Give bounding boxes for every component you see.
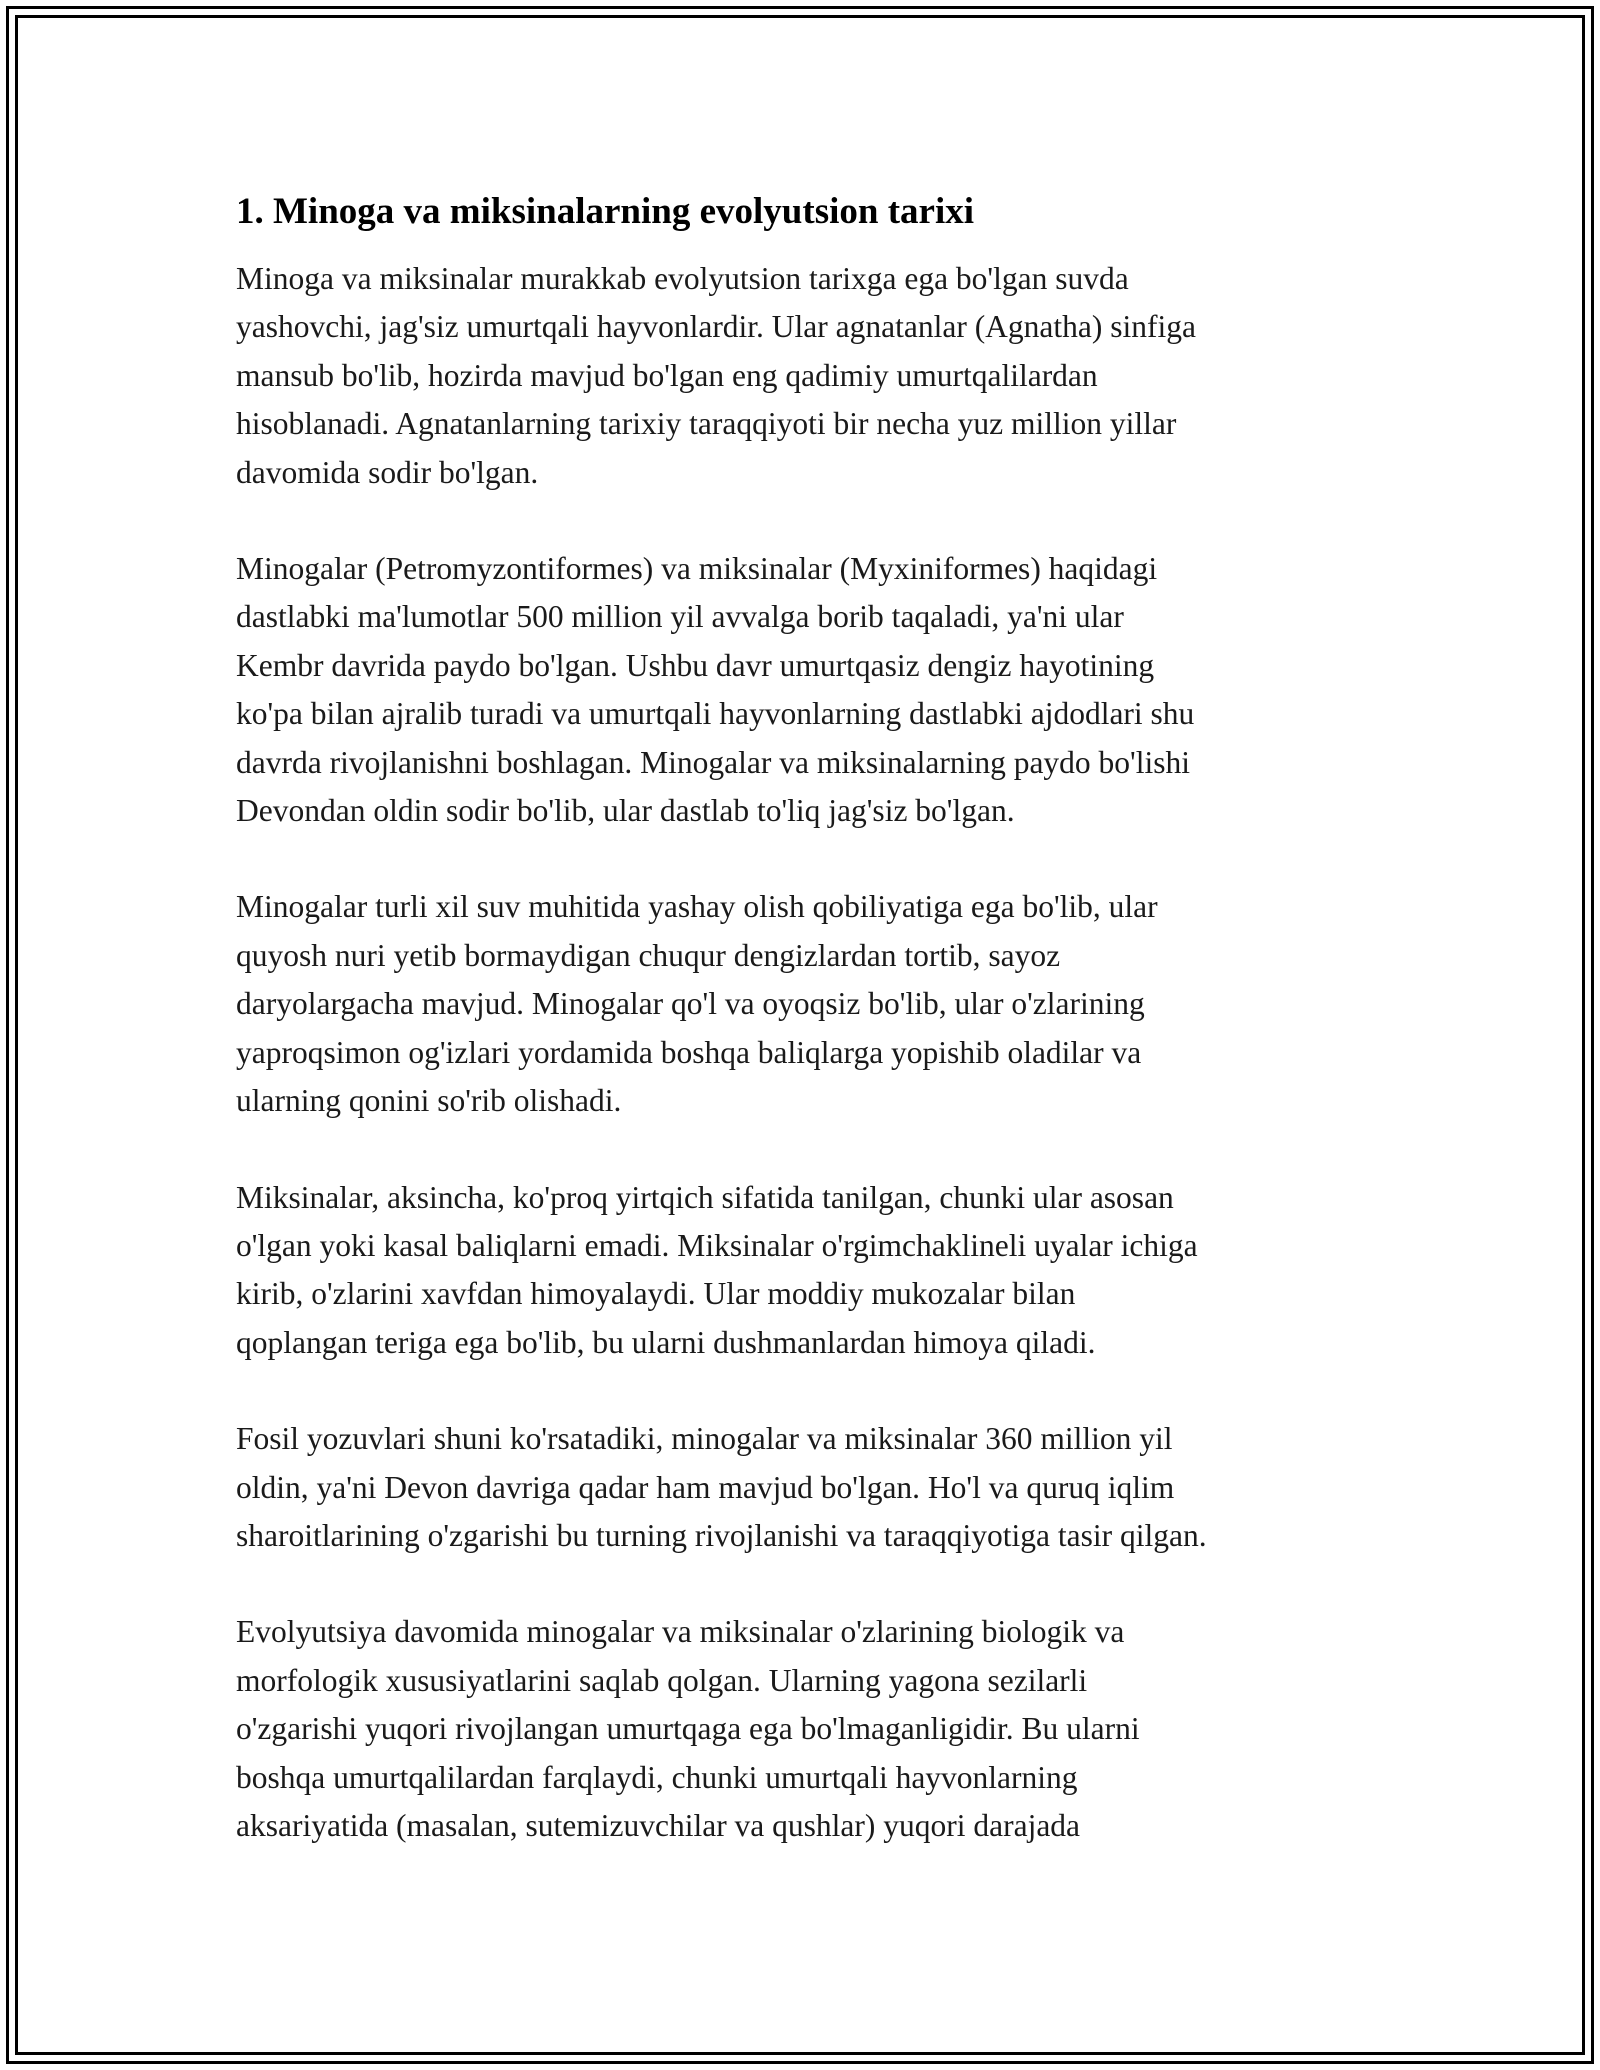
document-body xyxy=(236,186,1386,1850)
paragraph-3: Minogalar turli xil suv muhitida yashay olish qobiliyatiga ega bo'lib, ular quyosh nuri yetib bormaydigan chuqur dengizlardan tortib, sayoz daryolargacha mavjud. Minogalar qo'l va oyoqsiz bo'lib, ular o'zlarining yaproqsimon og'izlari yordamida boshqa baliqlarga yopishib oladilar va ularning qonini so'rib olishadi. xyxy=(236,889,1158,1119)
paragraph-4: Miksinalar, aksincha, ko'proq yirtqich sifatida tanilgan, chunki ular asosan o'lgan yoki kasal baliqlarni emadi. Miksinalar o'rgimchaklineli uyalar ichiga kirib, o'zlarini xavfdan himoyalaydi. Ular moddiy mukozalar bilan qoplangan teriga ega bo'lib, bu ularni dushmanlardan himoya qiladi. xyxy=(236,1179,1198,1360)
paragraph-1: Minoga va miksinalar murakkab evolyutsion tarixga ega bo'lgan suvda yashovchi, jag'siz umurtqali hayvonlardir. Ular agnatanlar (Agnatha) sinfiga mansub bo'lib, hozirda mavjud bo'lgan eng qadimiy umurtqalilardan hisoblanadi. Agnatanlarning tarixiy taraqqiyoti bir necha yuz million yillar davomida sodir bo'lgan. xyxy=(236,261,1196,490)
paragraph-5: Fosil yozuvlari shuni ko'rsatadiki, minogalar va miksinalar 360 million yil oldin, ya'ni Devon davriga qadar ham mavjud bo'lgan. Ho'l va quruq iqlim sharoitlarining o'zgarishi bu turning rivojlanishi va taraqqiyotiga tasir qilgan. xyxy=(236,1421,1207,1553)
section-heading: 1. Minoga va miksinalarning evolyutsion tarixi xyxy=(236,191,975,232)
paragraph-6: Evolyutsiya davomida minogalar va miksinalar o'zlarining biologik va morfologik xususiyatlarini saqlab qolgan. Ularning yagona sezilarli o'zgarishi yuqori rivojlangan umurtqaga ega bo'lmaganligidir. Bu ularni boshqa umurtqalilardan farqlaydi, chunki umurtqali hayvonlarning aksariyatida (masalan, sutemizuvchilar va qushlar) yuqori darajada xyxy=(236,1614,1140,1843)
paragraph-2: Minogalar (Petromyzontiformes) va miksinalar (Myxiniformes) haqidagi dastlabki ma'lumotlar 500 million yil avvalga borib taqaladi, ya'ni ular Kembr davrida paydo bo'lgan. Ushbu davr umurtqasiz dengiz hayotining ko'pa bilan ajralib turadi va umurtqali hayvonlarning dastlabki ajdodlari shu davrda rivojlanishni boshlagan. Minogalar va miksinalarning paydo bo'lishi Devondan oldin sodir bo'lib, ular dastlab to'liq jag'siz bo'lgan. xyxy=(236,551,1195,829)
